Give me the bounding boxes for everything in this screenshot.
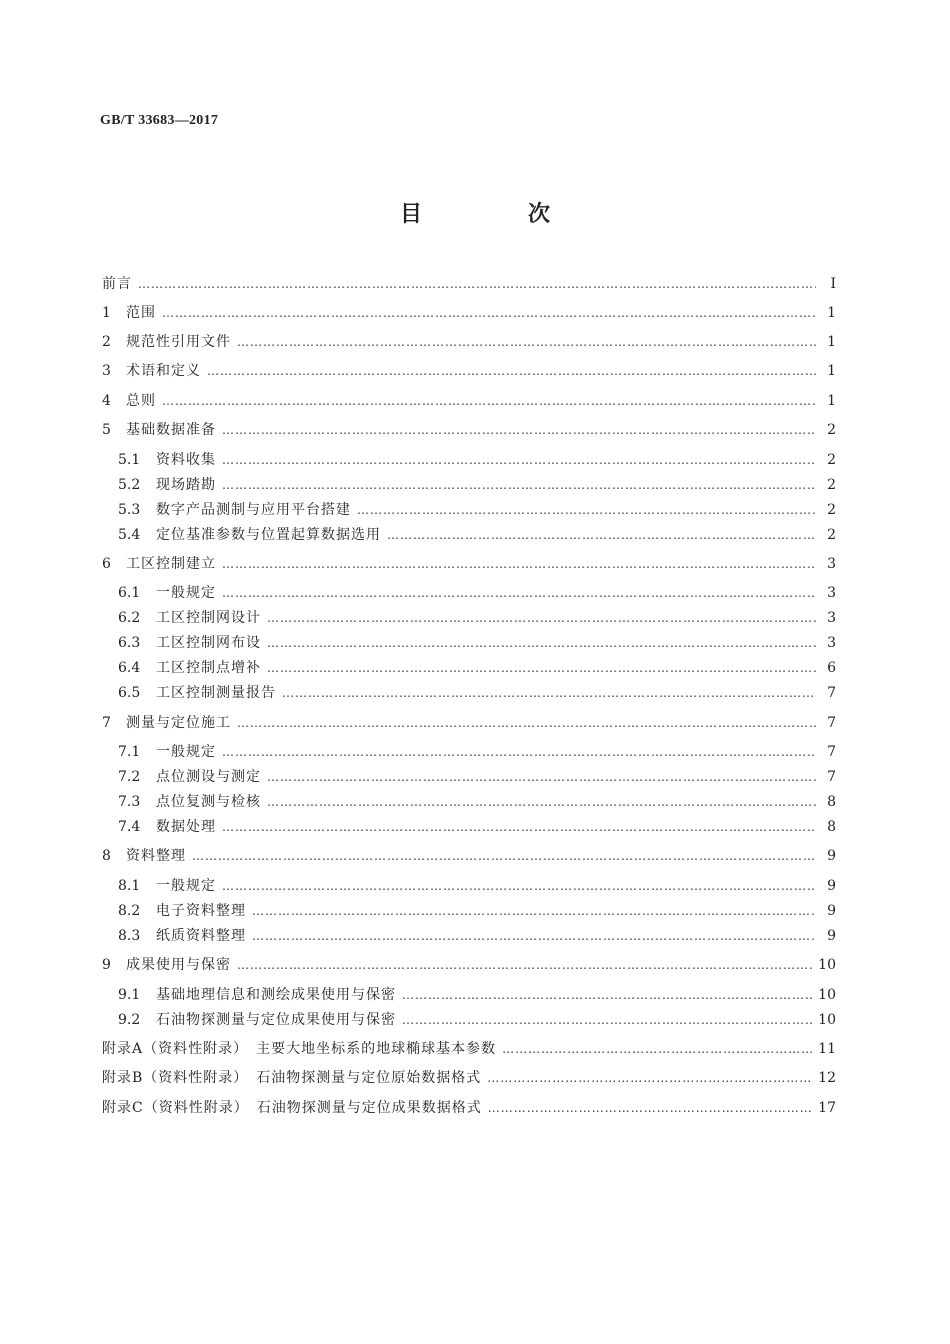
toc-entry-number: 7.1 — [118, 744, 141, 760]
toc-entry-page-number: 3 — [827, 556, 836, 572]
toc-entry[interactable] — [102, 361, 836, 381]
toc-leader-dots — [222, 450, 816, 470]
toc-entry-page-number: 3 — [827, 610, 836, 626]
toc-leader-dots — [267, 633, 816, 653]
toc-entry-page-number: 3 — [827, 635, 836, 651]
toc-entry[interactable] — [118, 583, 836, 603]
toc-leader-dots — [192, 846, 816, 866]
toc-entry-page-number: 2 — [827, 502, 836, 518]
toc-entry-page-number: 8 — [827, 794, 836, 810]
toc-entry-title: 范围 — [126, 305, 156, 321]
toc-entry[interactable] — [102, 846, 836, 866]
toc-entry-page-number: 6 — [827, 660, 836, 676]
toc-entry[interactable] — [118, 742, 836, 762]
toc-entry-title: 工区控制测量报告 — [156, 685, 276, 701]
toc-leader-dots — [488, 1098, 812, 1118]
toc-entry-page-number: 1 — [827, 305, 836, 321]
toc-entry[interactable] — [102, 1068, 836, 1088]
toc-leader-dots — [357, 500, 816, 520]
toc-entry-number: 9 — [102, 957, 111, 973]
toc-leader-dots — [387, 525, 816, 545]
toc-entry[interactable] — [118, 1010, 836, 1030]
toc-entry-page-number: 9 — [827, 903, 836, 919]
toc-entry-title: 基础地理信息和测绘成果使用与保密 — [156, 987, 396, 1003]
toc-entry-page-number: 2 — [827, 477, 836, 493]
toc-leader-dots — [252, 901, 816, 921]
toc-entry-title: 纸质资料整理 — [156, 928, 246, 944]
toc-entry[interactable] — [118, 767, 836, 787]
toc-leader-dots — [267, 767, 816, 787]
toc-entry-page-number: 2 — [827, 527, 836, 543]
toc-entry-title: 前言 — [102, 276, 132, 292]
toc-entry-page-number: 9 — [827, 848, 836, 864]
document-code: GB/T 33683—2017 — [100, 113, 219, 128]
toc-entry-title: 附录B（资料性附录） 石油物探测量与定位原始数据格式 — [102, 1070, 482, 1086]
toc-leader-dots — [222, 475, 816, 495]
toc-entry-title: 数字产品测制与应用平台搭建 — [156, 502, 351, 518]
toc-leader-dots — [237, 713, 816, 733]
toc-entry-page-number: 7 — [827, 715, 836, 731]
toc-entry-page-number: Ⅰ — [830, 276, 836, 292]
toc-entry-number: 6.5 — [118, 685, 141, 701]
toc-entry-title: 定位基准参数与位置起算数据选用 — [156, 527, 381, 543]
toc-entry-page-number: 9 — [827, 928, 836, 944]
toc-entry-number: 8.1 — [118, 878, 141, 894]
toc-entry-page-number: 9 — [827, 878, 836, 894]
toc-entry[interactable] — [102, 332, 836, 352]
page-title: 目 次 — [399, 201, 592, 227]
toc-entry-page-number: 17 — [818, 1100, 836, 1116]
toc-leader-dots — [402, 1010, 812, 1030]
toc-entry-title: 术语和定义 — [126, 363, 201, 379]
toc-leader-dots — [252, 926, 816, 946]
toc-entry-page-number: 10 — [818, 987, 836, 1003]
toc-entry-number: 8.2 — [118, 903, 141, 919]
toc-entry[interactable] — [102, 303, 836, 323]
toc-entry-title: 规范性引用文件 — [126, 334, 231, 350]
toc-leader-dots — [267, 792, 816, 812]
toc-entry[interactable] — [118, 475, 836, 495]
toc-entry-number: 4 — [102, 393, 111, 409]
toc-leader-dots — [222, 554, 816, 574]
toc-leader-dots — [502, 1039, 812, 1059]
toc-leader-dots — [222, 876, 816, 896]
toc-entry-page-number: 1 — [827, 363, 836, 379]
toc-leader-dots — [162, 303, 816, 323]
toc-entry[interactable] — [118, 500, 836, 520]
toc-entry[interactable] — [102, 554, 836, 574]
toc-entry-title: 资料收集 — [156, 452, 216, 468]
toc-entry-page-number: 12 — [818, 1070, 836, 1086]
toc-entry[interactable] — [102, 955, 836, 975]
toc-entry-page-number: 10 — [818, 1012, 836, 1028]
toc-entry-page-number: 2 — [827, 422, 836, 438]
toc-entry-title: 一般规定 — [156, 744, 216, 760]
toc-entry-number: 9.1 — [118, 987, 141, 1003]
toc-entry-page-number: 8 — [827, 819, 836, 835]
toc-entry[interactable] — [118, 926, 836, 946]
toc-entry-number: 5.3 — [118, 502, 141, 518]
toc-entry-title: 石油物探测量与定位成果使用与保密 — [156, 1012, 396, 1028]
toc-entry-title: 点位复测与检核 — [156, 794, 261, 810]
toc-entry-page-number: 2 — [827, 452, 836, 468]
toc-entry[interactable] — [118, 683, 836, 703]
toc-entry[interactable] — [102, 713, 836, 733]
toc-entry-number: 7.4 — [118, 819, 141, 835]
toc-entry-number: 5.1 — [118, 452, 141, 468]
toc-entry-title: 数据处理 — [156, 819, 216, 835]
toc-entry-number: 3 — [102, 363, 111, 379]
toc-entry-number: 5.4 — [118, 527, 141, 543]
toc-entry-title: 工区控制建立 — [126, 556, 216, 572]
toc-entry-page-number: 3 — [827, 585, 836, 601]
toc-entry-number: 2 — [102, 334, 111, 350]
toc-entry-number: 5.2 — [118, 477, 141, 493]
toc-entry[interactable] — [102, 420, 836, 440]
toc-entry-number: 7.2 — [118, 769, 141, 785]
toc-leader-dots — [267, 608, 816, 628]
toc-entry-title: 附录C（资料性附录） 石油物探测量与定位成果数据格式 — [102, 1100, 482, 1116]
toc-entry[interactable] — [118, 901, 836, 921]
toc-entry-title: 工区控制点增补 — [156, 660, 261, 676]
toc-entry-title: 电子资料整理 — [156, 903, 246, 919]
toc-leader-dots — [487, 1068, 812, 1088]
toc-entry-number: 7 — [102, 715, 111, 731]
toc-entry-title: 附录A（资料性附录） 主要大地坐标系的地球椭球基本参数 — [102, 1041, 497, 1057]
toc-entry-title: 测量与定位施工 — [126, 715, 231, 731]
toc-entry[interactable] — [118, 792, 836, 812]
toc-leader-dots — [237, 332, 816, 352]
toc-entry[interactable] — [118, 633, 836, 653]
toc-leader-dots — [207, 361, 816, 381]
toc-leader-dots — [222, 817, 816, 837]
toc-entry-page-number: 7 — [827, 769, 836, 785]
toc-entry-title: 总则 — [126, 393, 156, 409]
toc-entry[interactable] — [118, 450, 836, 470]
toc-leader-dots — [237, 955, 812, 975]
toc-entry[interactable] — [118, 608, 836, 628]
toc-entry[interactable] — [102, 1039, 836, 1059]
toc-entry-number: 6.2 — [118, 610, 141, 626]
toc-entry-title: 基础数据准备 — [126, 422, 216, 438]
toc-entry[interactable] — [102, 1098, 836, 1118]
toc-entry-number: 1 — [102, 305, 111, 321]
toc-entry[interactable] — [118, 817, 836, 837]
toc-entry-page-number: 1 — [827, 393, 836, 409]
toc-entry-title: 成果使用与保密 — [126, 957, 231, 973]
toc-entry[interactable] — [102, 391, 836, 411]
toc-entry-number: 6.1 — [118, 585, 141, 601]
toc-entry-number: 8 — [102, 848, 111, 864]
toc-entry-title: 现场踏勘 — [156, 477, 216, 493]
toc-entry-number: 6.3 — [118, 635, 141, 651]
toc-leader-dots — [222, 420, 816, 440]
toc-leader-dots — [282, 683, 816, 703]
toc-leader-dots — [267, 658, 816, 678]
toc-entry-number: 5 — [102, 422, 111, 438]
toc-entry-title: 一般规定 — [156, 878, 216, 894]
toc-entry[interactable] — [118, 876, 836, 896]
toc-leader-dots — [222, 583, 816, 603]
toc-entry-page-number: 7 — [827, 685, 836, 701]
toc-entry[interactable] — [102, 274, 836, 294]
toc-entry-number: 9.2 — [118, 1012, 141, 1028]
toc-entry[interactable] — [118, 525, 836, 545]
toc-entry-number: 8.3 — [118, 928, 141, 944]
toc-leader-dots — [162, 391, 816, 411]
toc-entry-page-number: 1 — [827, 334, 836, 350]
toc-entry-page-number: 7 — [827, 744, 836, 760]
toc-entry-page-number: 10 — [818, 957, 836, 973]
toc-entry-number: 6 — [102, 556, 111, 572]
toc-entry-title: 资料整理 — [126, 848, 186, 864]
toc-entry-title: 工区控制网设计 — [156, 610, 261, 626]
toc-entry-page-number: 11 — [818, 1041, 836, 1057]
toc-entry[interactable] — [118, 658, 836, 678]
toc-entry-title: 一般规定 — [156, 585, 216, 601]
toc-entry-title: 工区控制网布设 — [156, 635, 261, 651]
toc-leader-dots — [138, 274, 816, 294]
toc-entry[interactable] — [118, 985, 836, 1005]
toc-leader-dots — [402, 985, 812, 1005]
toc-entry-number: 7.3 — [118, 794, 141, 810]
toc-entry-number: 6.4 — [118, 660, 141, 676]
toc-entry-title: 点位测设与测定 — [156, 769, 261, 785]
toc-leader-dots — [222, 742, 816, 762]
